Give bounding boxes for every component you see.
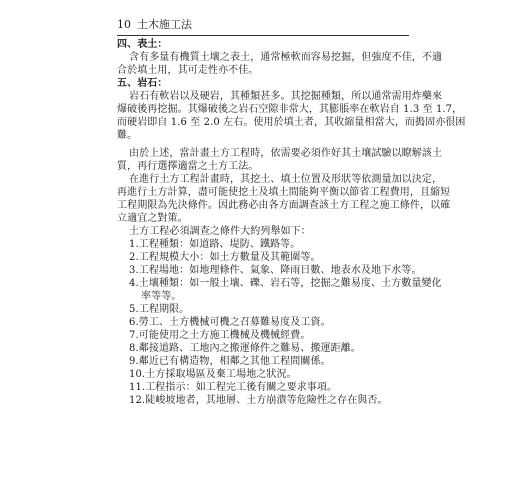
text-line: 11.工程指示：如工程完工後有關之要求事項。: [129, 382, 338, 393]
text-line: 由於上述，當計畫土方工程時，依需要必須作好其土壤試驗以瞭解該土: [129, 148, 443, 159]
section-heading: 四、表土：: [117, 39, 168, 50]
running-header: [117, 16, 409, 36]
text-line: 7.可能使用之土方施工機械及機械經費。: [129, 330, 311, 341]
text-line: 12.陡峻坡地者，其地層、土方崩潰等危險性之存在與否。: [129, 395, 388, 406]
text-line: 9.鄰近已有構造物，相鄰之其他工程間關係。: [129, 356, 331, 367]
text-line: 立適宜之對策。: [117, 213, 188, 224]
body-text: [117, 38, 466, 407]
text-line: 10.土方採取場區及棄工場地之狀況。: [129, 369, 297, 380]
text-line: 1.工程種類：如道路、堤防、鐵路等。: [129, 239, 301, 250]
chapter-title: 土木施工法: [137, 18, 192, 31]
text-line: 2.工程規模大小：如土方數量及其範圍等。: [129, 252, 321, 263]
text-line: 5.工程期限。: [129, 304, 190, 315]
text-line: 4.土壤種類：如一般土壤、礫、岩石等，挖掘之難易度、土方數量變化: [129, 278, 442, 289]
text-line: 合於填土用，其可走性亦不佳。: [117, 65, 259, 76]
text-line: 而硬岩即自 1.6 至 2.0 左右。使用於填土者，其收縮量相當大，而搗固亦很困: [117, 117, 466, 128]
text-line: 6.勞工、土方機械可機之召募難易度及工資。: [129, 317, 331, 328]
section-heading: 五、岩石：: [117, 78, 168, 89]
text-line: 含有多量有機質土壤之表土，通常極軟而容易挖掘，但強度不佳，不適: [129, 52, 443, 63]
text-line: 工程期限為先決條件。因此務必由各方面調查該土方工程之施工條件，以確: [117, 200, 451, 211]
page-number: 10: [117, 18, 131, 31]
text-line: 在進行土方工程計畫時，其挖土、填土位置及形狀等依測量加以決定，: [129, 174, 443, 185]
text-line: 質，再行選擇適當之土方工法。: [117, 161, 259, 172]
text-line: 3.工程場地：如地理條件、氣象、降雨日數、地表水及地下水等。: [129, 265, 422, 276]
text-line: 土方工程必須調查之條件大約列舉如下：: [129, 226, 311, 237]
text-line: 8.鄰接道路、工地內之搬運條件之難易、搬運距離。: [129, 343, 361, 354]
text-line: 率等等。: [141, 291, 182, 302]
text-line: 難。: [117, 130, 138, 141]
text-line: 岩石有軟岩以及硬岩，其種類甚多。其挖掘種類，所以通常需用炸藥來: [129, 91, 443, 102]
text-line: 再進行土方計算，盡可能使挖土及填土間能夠平衡以節省工程費用，且縮短: [117, 187, 451, 198]
text-line: 爆破後再挖掘。其爆破後之岩石空隙非常大，其膨脹率在軟岩自 1.3 至 1.7，: [117, 104, 463, 115]
